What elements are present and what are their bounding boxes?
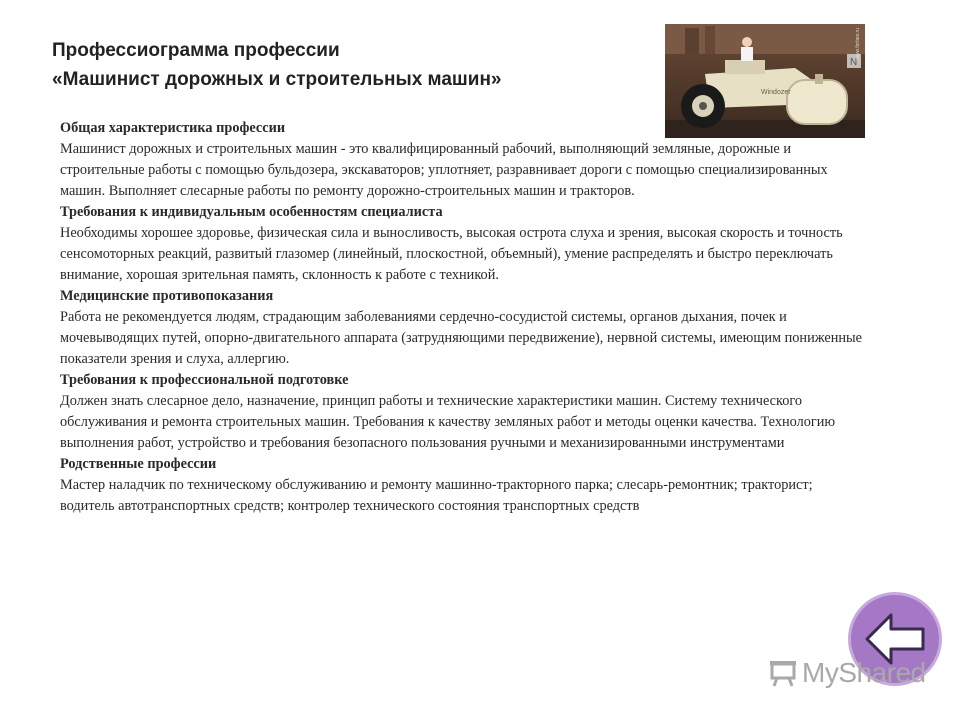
profession-description bbox=[60, 118, 870, 517]
title-line-1: Профессиограмма профессии bbox=[52, 40, 340, 61]
section-body-training: Должен знать слесарное дело, назначение, принцип работы и технические характеристики машин. Систему технического обслуживания и ремонта строительных машин. Требования к качеству земляных работ и методы оценки качества. Технологию выполнения работ, устройство и требования безопасного пользования ручными и механизированными инструментами bbox=[60, 393, 836, 451]
section-body-individual: Необходимы хорошее здоровье, физическая сила и выносливость, высокая острота слуха и зрения, высокая скорость и точность сенсомоторных реакций, развитый глазомер (линейный, плоскостной, объемный), умение распределять и быстро переключать внимание, хорошая зрительная память, склонность к работе с техникой. bbox=[60, 225, 843, 283]
myshared-logo bbox=[768, 656, 926, 690]
page-title bbox=[52, 36, 652, 94]
section-heading-training: Требования к профессиональной подготовке bbox=[60, 372, 349, 388]
logo-text: MyShared bbox=[802, 657, 926, 688]
section-body-related: Мастер наладчик по техническому обслуживанию и ремонту машинно-тракторного парка; слесарь-ремонтник; тракторист; водитель автотранспортных средств; контролер технического состояния транспортных средств bbox=[60, 477, 813, 514]
section-heading-individual: Требования к индивидуальным особенностям специалиста bbox=[60, 204, 443, 220]
svg-text:N: N bbox=[850, 57, 858, 68]
presentation-board-icon bbox=[768, 658, 798, 688]
photo-brand-label: Windozer bbox=[761, 89, 791, 96]
section-heading-general: Общая характеристика профессии bbox=[60, 120, 286, 136]
photo-watermark: www.forbes.ru bbox=[855, 28, 861, 60]
title-line-2: «Машинист дорожных и строительных машин» bbox=[52, 69, 502, 90]
section-heading-medical: Медицинские противопоказания bbox=[60, 288, 274, 304]
section-body-medical: Работа не рекомендуется людям, страдающим заболеваниями сердечно-сосудистой системы, органов дыхания, почек и мочевыводящих путей, опорно-двигательного аппарата (затрудняющими передвижение), нервной системы, имеющим пониженные показатели зрения и слуха, аллергию. bbox=[60, 309, 863, 367]
section-heading-related: Родственные профессии bbox=[60, 456, 217, 472]
section-body-general: Машинист дорожных и строительных машин - это квалифицированный рабочий, выполняющий земляные, дорожные и строительные работы с помощью бульдозера, экскаваторов; уплотняет, разравнивает дороги с помощью специализированных машин. Выполняет слесарные работы по ремонту дорожно-строительных машин и тракторов. bbox=[60, 141, 828, 199]
